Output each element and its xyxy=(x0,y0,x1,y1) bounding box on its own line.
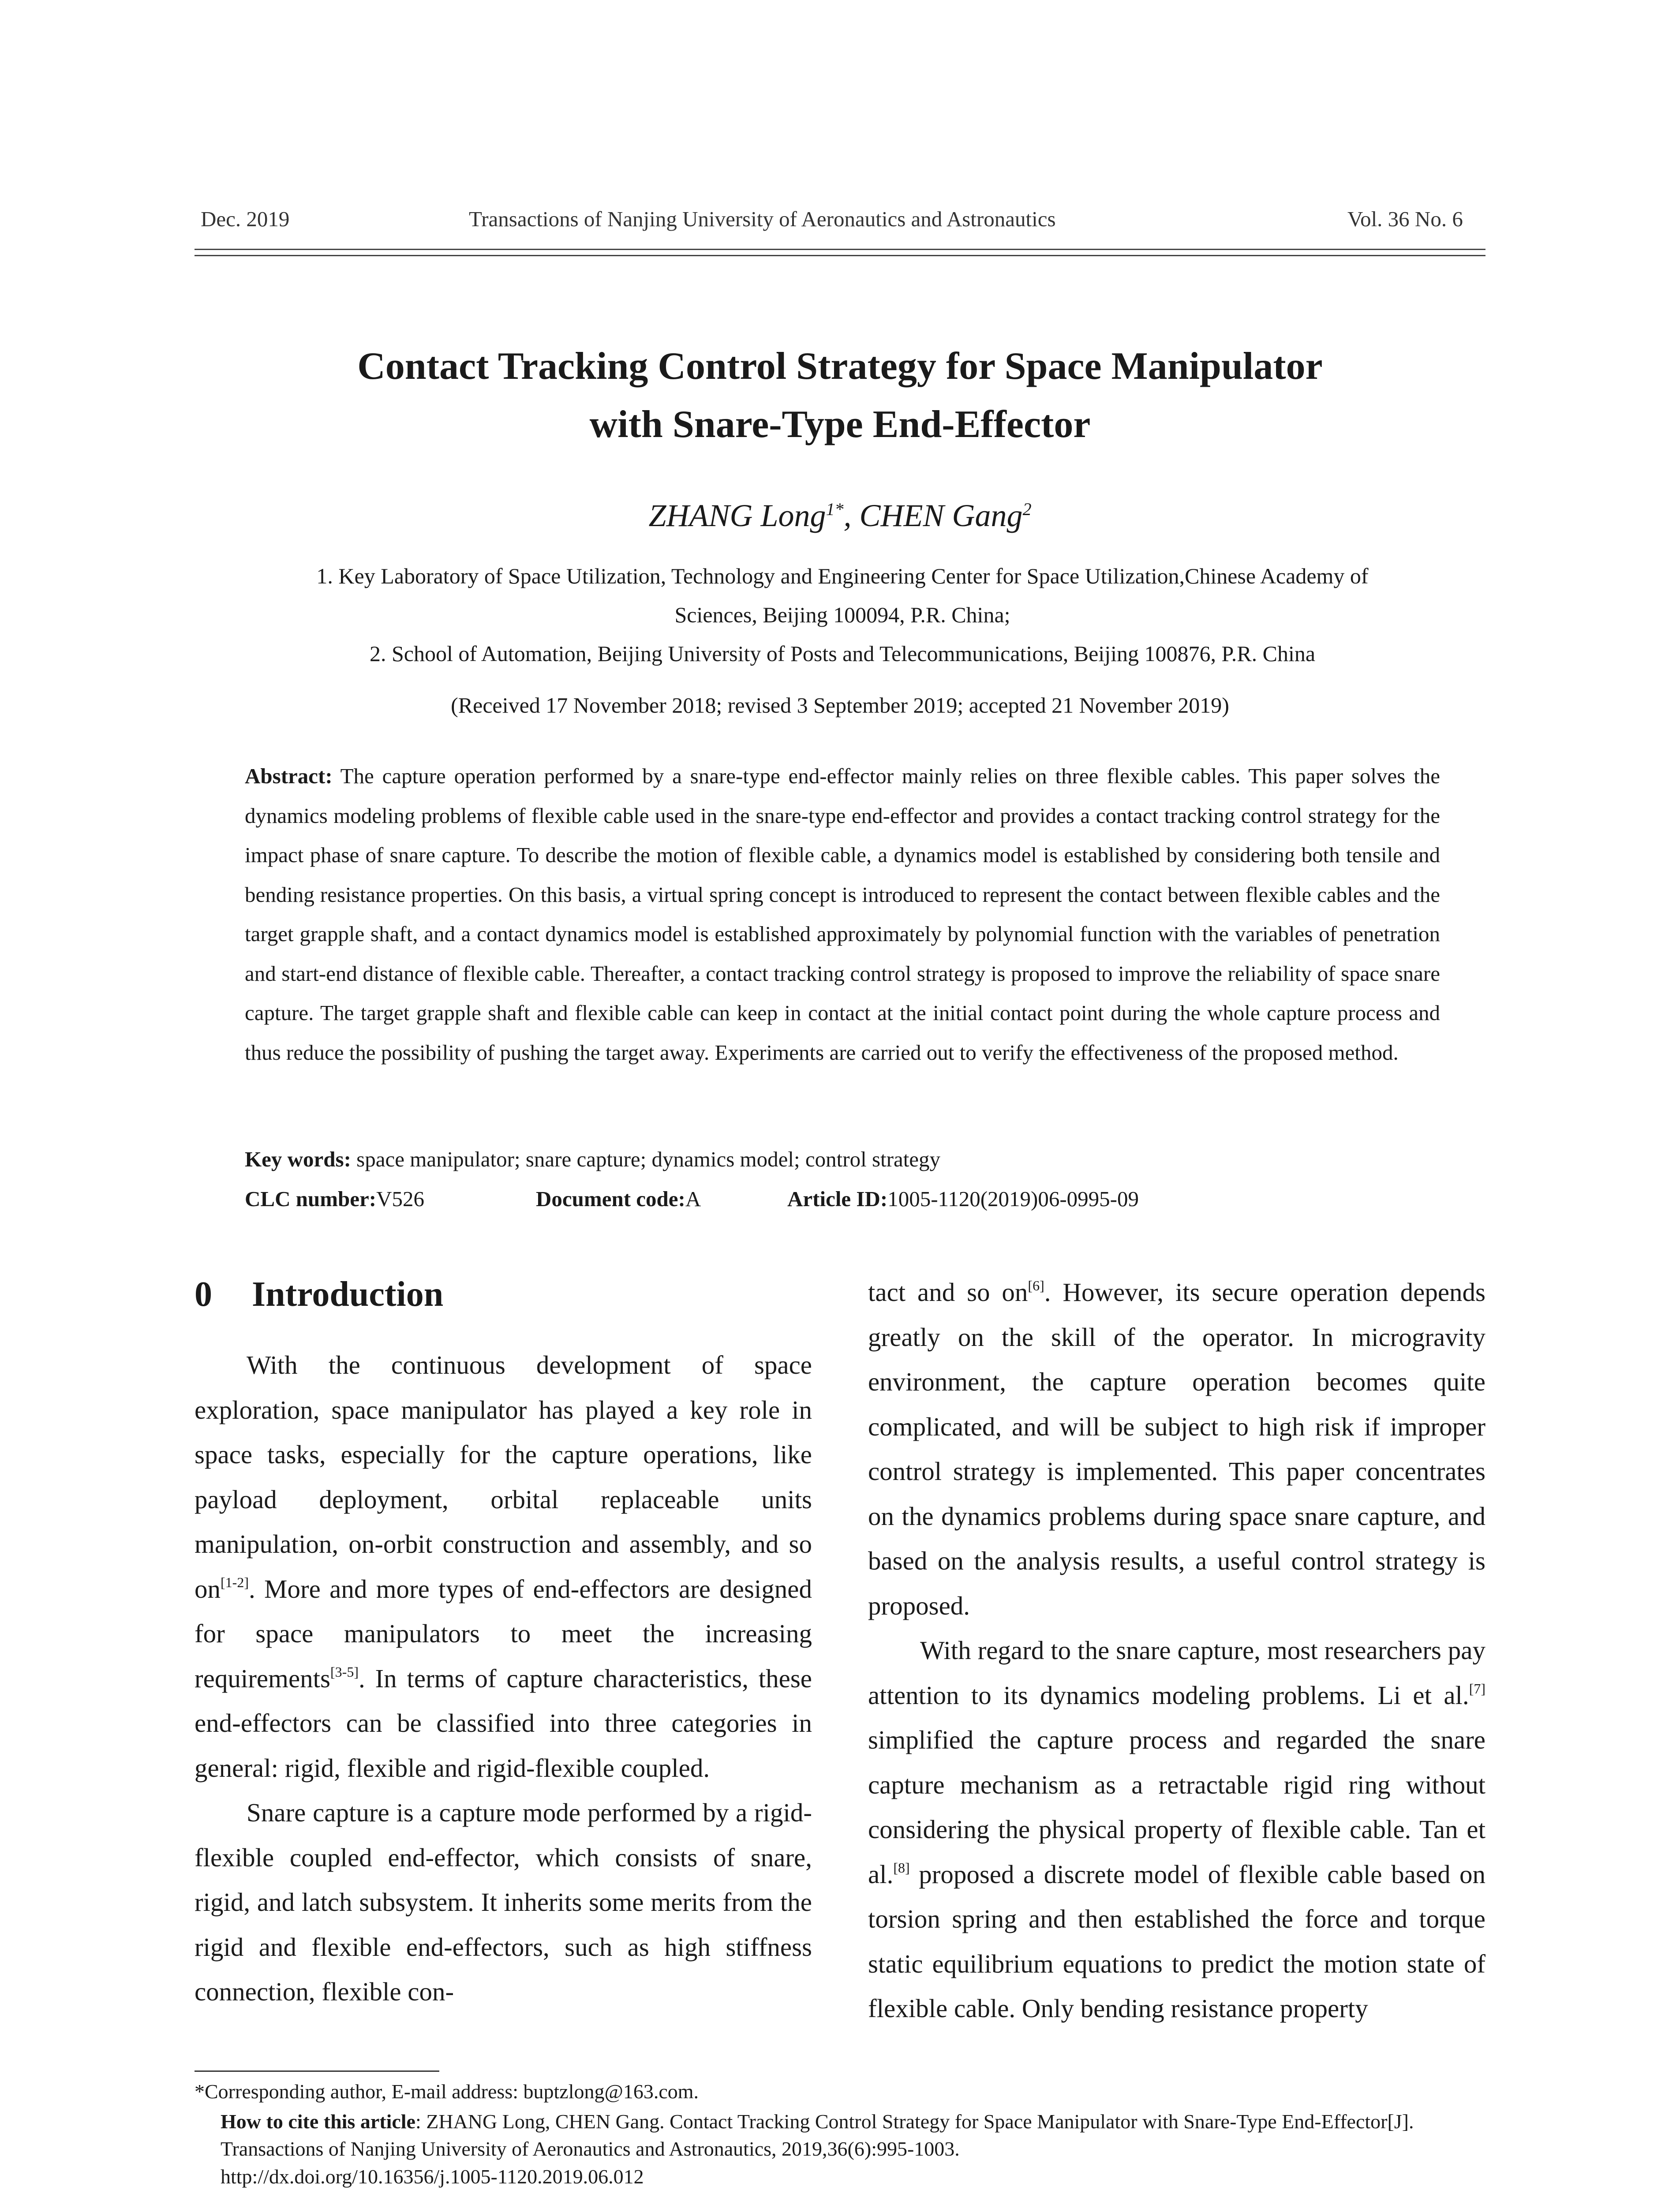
author-list xyxy=(195,497,1485,534)
author-separator: , xyxy=(843,498,860,533)
abstract-text: The capture operation performed by a snare-type end-effector mainly relies on three flexible cables. This paper solves the dynamics modeling problems of flexible cable used in the snare-type end-effector and provides a contact tracking control strategy for the impact phase of snare capture. To describe the motion of flexible cable, a dynamics model is established by considering both tensile and bending resistance properties. On this basis, a virtual spring concept is introduced to represent the contact between flexible cables and the target grapple shaft, and a contact dynamics model is established approximately by polynomial function with the variables of penetration and start-end distance of flexible cable. Thereafter, a contact tracking control strategy is proposed to improve the reliability of space snare capture. The target grapple shaft and flexible cable can keep in contact at the initial contact point during the whole capture process and thus reduce the possibility of pushing the target away. Experiments are carried out to verify the effectiveness of the proposed method. xyxy=(245,764,1440,1065)
corresponding-author-note: *Corresponding author, E-mail address: buptzlong@163.com. xyxy=(195,2080,699,2103)
section-title: Introduction xyxy=(252,1275,444,1314)
citation-ref[interactable]: [3-5] xyxy=(330,1663,359,1680)
citation-ref[interactable]: [6] xyxy=(1028,1278,1044,1293)
author-affil-mark: 1* xyxy=(826,499,844,519)
abstract xyxy=(245,756,1440,1072)
doi-link[interactable]: http://dx.doi.org/10.16356/j.1005-1120.2019.06.012 xyxy=(221,2165,644,2188)
body-column-right xyxy=(868,1270,1485,2031)
paragraph xyxy=(868,1628,1485,2031)
paragraph xyxy=(868,1270,1485,1628)
footnote-rule xyxy=(195,2070,439,2072)
header-rule-top xyxy=(195,249,1485,250)
citation-ref[interactable]: [8] xyxy=(893,1859,910,1876)
affiliation-1-line2: Sciences, Beijing 100094, P.R. China; xyxy=(674,602,1010,627)
doc-code-label: Document code: xyxy=(536,1187,685,1211)
paragraph-text: proposed a discrete model of flexible cable based on torsion spring and then established the force and torque static equilibrium equations to predict the motion state of flexible cable. Only bending resistance property xyxy=(868,1859,1485,2023)
doc-code-value: A xyxy=(685,1187,701,1211)
keywords-label: Key words: xyxy=(245,1147,351,1171)
paper-title-line2: with Snare-Type End-Effector xyxy=(589,403,1091,446)
author-name: ZHANG Long xyxy=(648,498,826,533)
paragraph-text: simplified the capture process and regarded the snare capture mechanism as a retractable rigid ring without considering the physical property of flexible cable. Tan et al. xyxy=(868,1725,1485,1889)
author-name: CHEN Gang xyxy=(859,498,1023,533)
header-volume: Vol. 36 No. 6 xyxy=(1347,207,1463,231)
affiliation-1-line1: 1. Key Laboratory of Space Utilization, Technology and Engineering Center for Space Utilization,Chinese Academy of xyxy=(316,564,1369,588)
paragraph xyxy=(195,1343,812,1790)
header-journal: Transactions of Nanjing University of Aeronautics and Astronautics xyxy=(469,207,1056,231)
section-number: 0 xyxy=(195,1275,212,1314)
classification-line xyxy=(245,1186,1139,1211)
section-heading xyxy=(195,1274,443,1315)
paper-title-line1: Contact Tracking Control Strategy for Space Manipulator xyxy=(357,345,1323,388)
paragraph-text: . However, its secure operation depends greatly on the skill of the operator. In microgravity environment, the capture operation becomes quite complicated, and will be subject to high risk if improper control strategy is implemented. This paper concentrates on the dynamics problems during space snare capture, and based on the analysis results, a useful control strategy is proposed. xyxy=(868,1278,1485,1620)
keywords xyxy=(245,1147,1440,1172)
abstract-label: Abstract: xyxy=(245,764,333,788)
paragraph-text: tact and so on xyxy=(868,1278,1028,1307)
citation-ref[interactable]: [1-2] xyxy=(221,1574,249,1590)
citation-note xyxy=(221,2108,1485,2163)
clc-label: CLC number: xyxy=(245,1187,377,1211)
header-rule-bottom xyxy=(195,255,1485,256)
paragraph-text: . More and more types of end-effectors are designed for space manipulators to meet the increasing requirements xyxy=(195,1574,812,1693)
citation-ref[interactable]: [7] xyxy=(1469,1680,1485,1697)
clc-value: V526 xyxy=(376,1187,424,1211)
paragraph: Snare capture is a capture mode performed by a rigid-flexible coupled end-effector, which consists of snare, rigid, and latch subsystem. It inherits some merits from the rigid and flexible end-effectors, such as high stiffness connection, flexible con- xyxy=(195,1798,812,2006)
cite-text: : ZHANG Long, CHEN Gang. Contact Tracking Control Strategy for Space Manipulator with Snare-Type End-Effector[J]. Transactions of Nanjing University of Aeronautics and Astronautics, 2019,36(6):995-1003. xyxy=(221,2110,1414,2160)
paragraph-text: With the continuous development of space exploration, space manipulator has played a key role in space tasks, especially for the capture operations, like payload deployment, orbital replaceable units manipulation, on-orbit construction and assembly, and so on xyxy=(195,1350,812,1603)
article-id-label: Article ID: xyxy=(787,1187,888,1211)
body-column-left xyxy=(195,1343,812,2014)
paragraph-text: . In terms of capture characteristics, these end-effectors can be classified into three categories in general: rigid, flexible and rigid-flexible coupled. xyxy=(195,1663,812,1783)
author-affil-mark: 2 xyxy=(1022,499,1032,519)
received-dates: (Received 17 November 2018; revised 3 September 2019; accepted 21 November 2019) xyxy=(451,693,1229,718)
keywords-text: space manipulator; snare capture; dynamics model; control strategy xyxy=(356,1147,941,1171)
cite-label: How to cite this article xyxy=(221,2110,415,2133)
header-date: Dec. 2019 xyxy=(201,207,290,231)
article-id-value: 1005-1120(2019)06-0995-09 xyxy=(887,1187,1139,1211)
paragraph-text: With regard to the snare capture, most researchers pay attention to its dynamics modeling problems. Li et al. xyxy=(868,1636,1485,1710)
affiliation-2: 2. School of Automation, Beijing University of Posts and Telecommunications, Beijing 100876, P.R. China xyxy=(369,641,1316,666)
